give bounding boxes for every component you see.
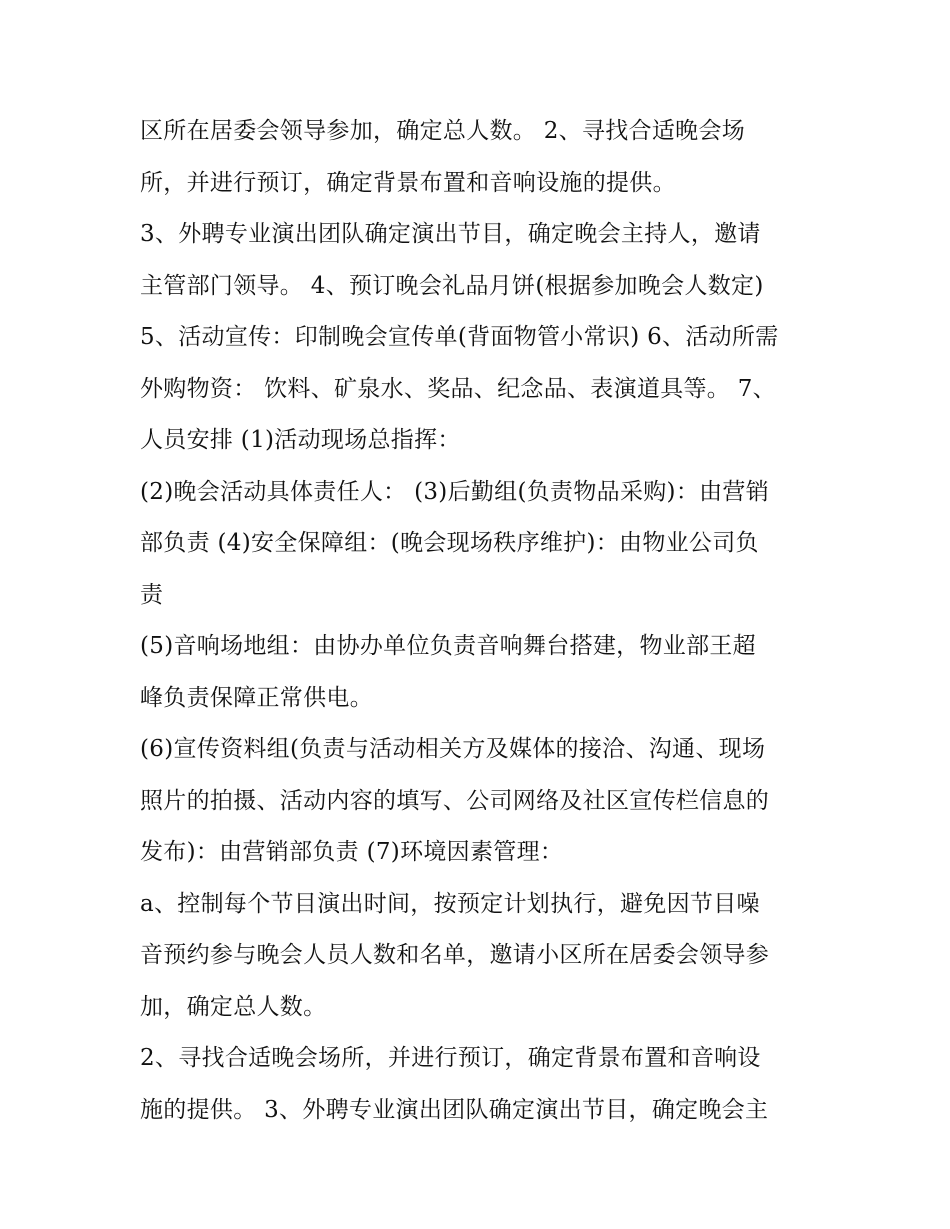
text-line: 外购物资： 饮料、矿泉水、奖品、纪念品、表演道具等。 7、 <box>140 375 776 402</box>
text-line: (2)晚会活动具体责任人： (3)后勤组(负责物品采购)：由营销 <box>140 478 770 505</box>
text-line: 峰负责保障正常供电。 <box>140 684 373 711</box>
document-body <box>140 106 820 1136</box>
text-line: 人员安排 (1)活动现场总指挥： <box>140 427 461 453</box>
text-line: 5、活动宣传：印制晚会宣传单(背面物管小常识) 6、活动所需 <box>140 324 779 350</box>
text-line: 责 <box>140 581 164 608</box>
text-line: 部负责 (4)安全保障组：(晚会现场秩序维护)：由物业公司负 <box>140 530 759 556</box>
text-line: 发布)：由营销部负责 (7)环境因素管理： <box>140 839 564 865</box>
text-line: 3、外聘专业演出团队确定演出节目，确定晚会主持人，邀请 <box>140 221 761 247</box>
text-line: (5)音响场地组：由协办单位负责音响舞台搭建，物业部王超 <box>140 633 756 659</box>
text-line: 所，并进行预订，确定背景布置和音响设施的提供。 <box>140 169 676 196</box>
text-line: 施的提供。 3、外聘专业演出团队确定演出节目，确定晚会主 <box>140 1096 769 1123</box>
text-line: 2、寻找合适晚会场所，并进行预订，确定背景布置和音响设 <box>140 1045 761 1071</box>
text-line: 音预约参与晚会人员人数和名单，邀请小区所在居委会领导参 <box>140 942 770 968</box>
text-line: a、控制每个节目演出时间，按预定计划执行，避免因节目噪 <box>140 890 760 917</box>
text-line: 主管部门领导。 4、预订晚会礼品月饼(根据参加晚会人数定) <box>140 272 764 299</box>
text-line: 区所在居委会领导参加，确定总人数。 2、寻找合适晚会场 <box>140 118 746 144</box>
text-line: (6)宣传资料组(负责与活动相关方及媒体的接洽、沟通、现场 <box>140 736 766 762</box>
text-line: 加，确定总人数。 <box>140 993 327 1020</box>
text-line: 照片的拍摄、活动内容的填写、公司网络及社区宣传栏信息的 <box>140 787 770 814</box>
